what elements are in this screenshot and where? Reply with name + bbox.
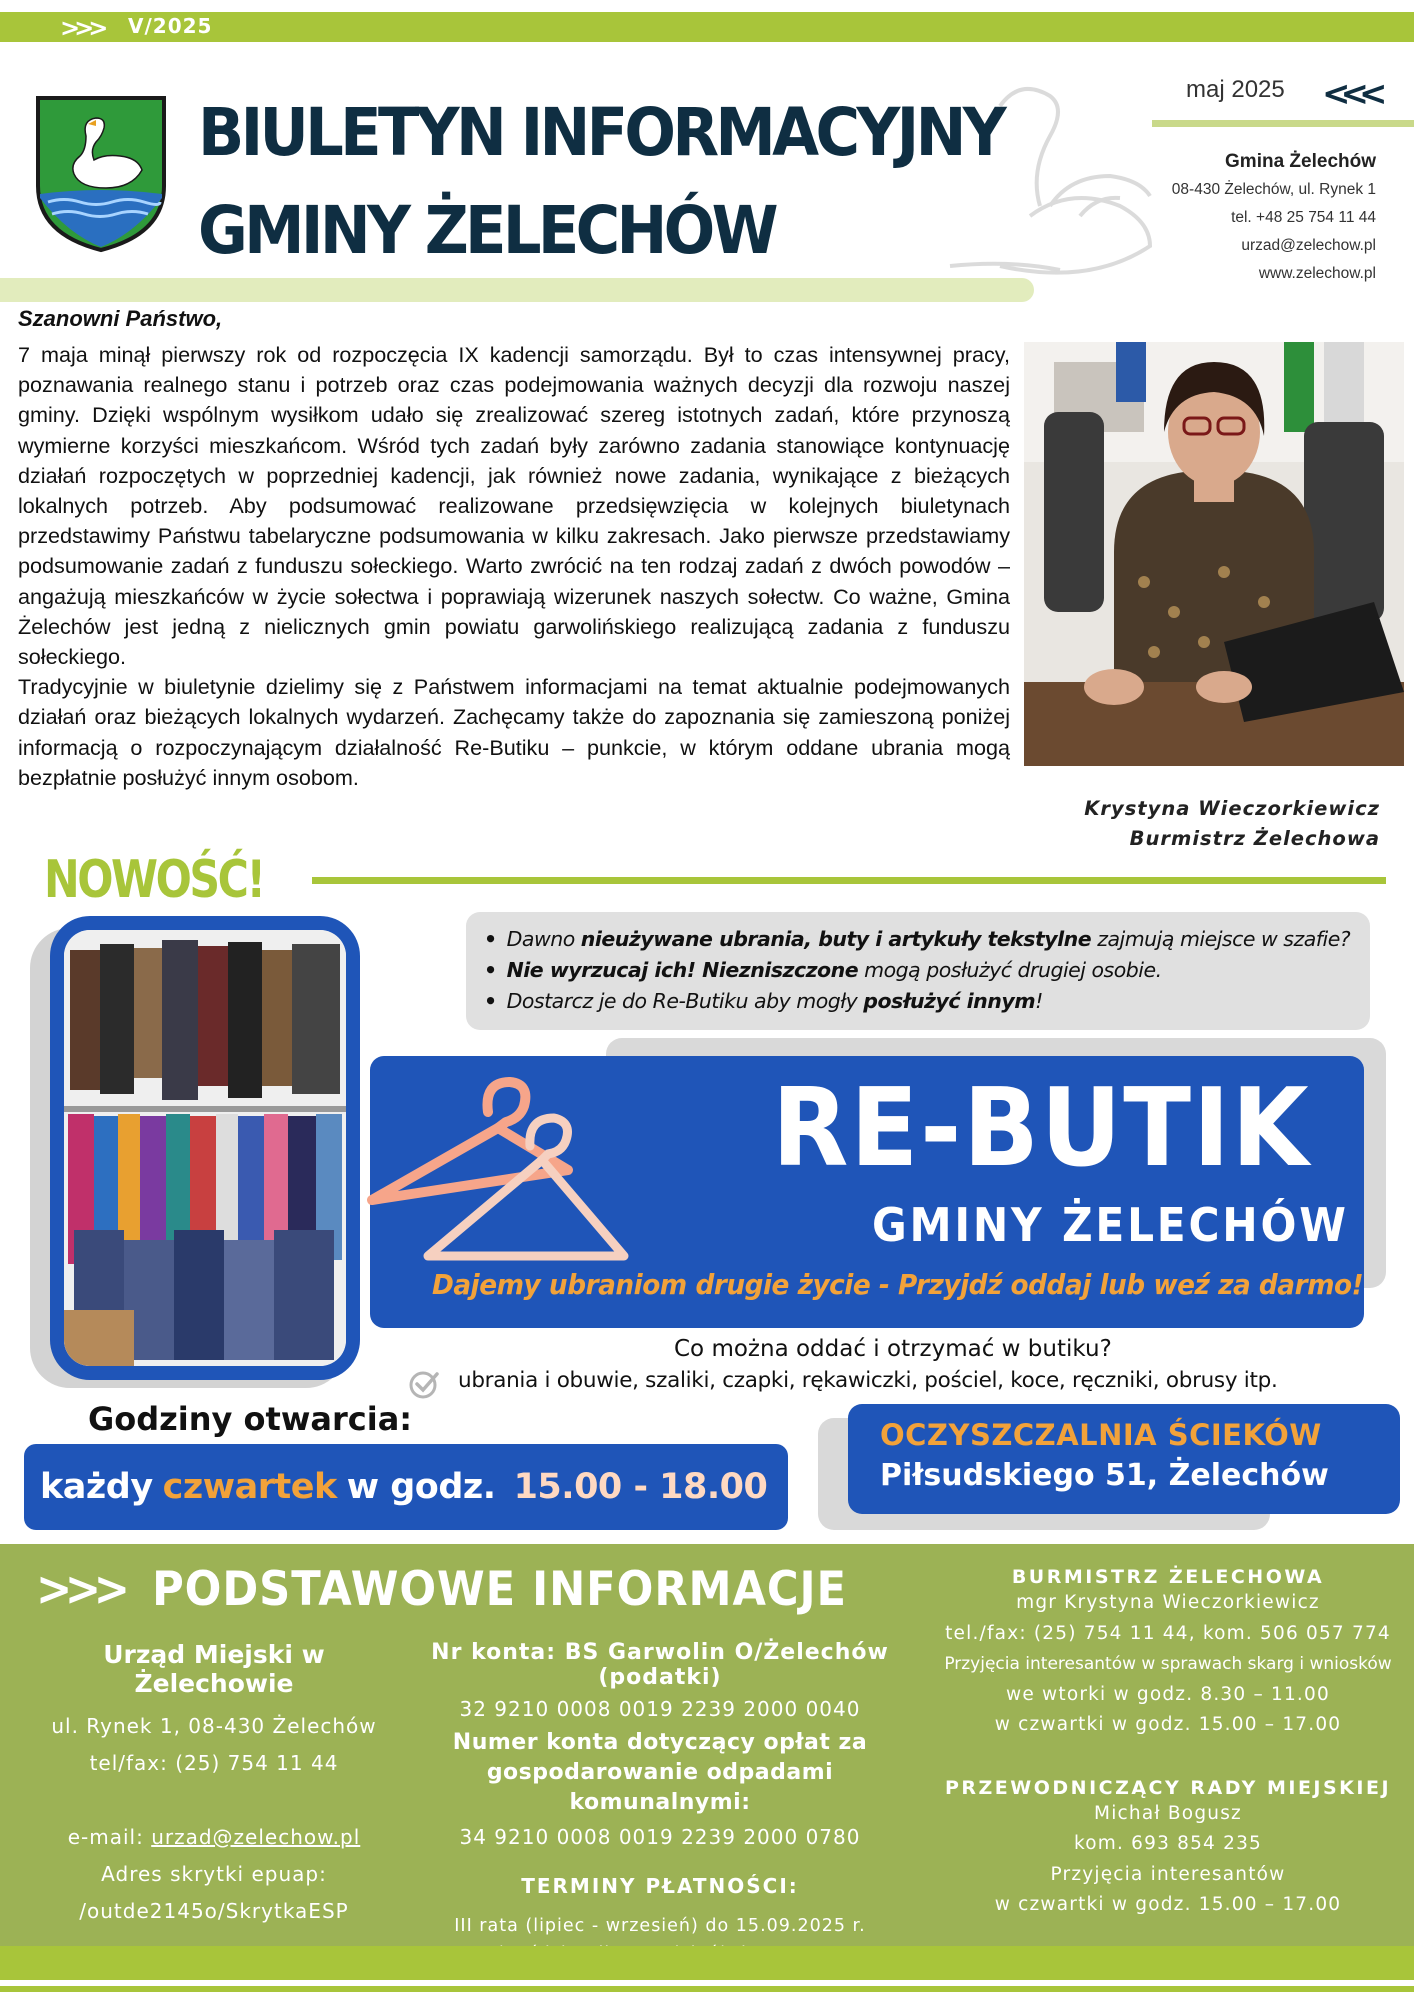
issue-number: V/2025 [128, 14, 213, 38]
mayor-hours: we wtorki w godz. 8.30 – 11.00 [1006, 1683, 1330, 1705]
header-band [0, 278, 1034, 302]
hours-box: każdy czwartek w godz. 15.00 - 18.00 [24, 1444, 788, 1530]
mayor-title: BURMISTRZ ŻELECHOWA [1011, 1566, 1325, 1588]
signature-role: Burmistrz Żelechowa [1129, 827, 1380, 850]
letter-paragraph: Tradycyjnie w biuletynie dzielimy się z Państwem informacjami na temat aktualnie podejmowanych działań oraz bieżących lokalnych wydarzeń. Zachęcamy także do zapoznania się zamieszoną poniżej informacją o rozpoczynającym działalność Re-Butiku – punkcie, w którym oddane ubrania mogą bezpłatnie posłużyć innym osobom. [18, 674, 1010, 790]
office-email: e-mail: urzad@zelechow.pl [67, 1825, 361, 1849]
clothes-photo-frame [50, 916, 360, 1380]
letter-body [18, 340, 1010, 793]
top-bar [0, 12, 1414, 42]
contact-name: Gmina Żelechów [1225, 151, 1376, 172]
mayor-phone: tel./fax: (25) 754 11 44, kom. 506 057 774 [945, 1622, 1391, 1644]
greeting: Szanowni Państwo, [18, 306, 223, 331]
contact-address: 08-430 Żelechów, ul. Rynek 1 [1171, 181, 1376, 198]
chevrons-right-icon: >>> [36, 1562, 123, 1617]
bank-info [400, 1640, 920, 1968]
waste-title: Numer konta dotyczący opłat za gospodarowanie odpadami komunalnymi: [452, 1730, 868, 1815]
rebutik-slogan: Dajemy ubraniom drugie życie - Przyjdź oddaj lub weź za darmo! [432, 1268, 1364, 1301]
rebutik-title: RE-BUTIK [772, 1066, 1311, 1191]
mayor-hours: w czwartki w godz. 15.00 – 17.00 [994, 1714, 1342, 1735]
divider [1152, 120, 1414, 127]
office-address: ul. Rynek 1, 08-430 Żelechów [51, 1714, 377, 1738]
items-question: Co można oddać i otrzymać w butiku? [674, 1336, 1112, 1362]
mayor-photo [1024, 342, 1404, 766]
signature-name: Krystyna Wieczorkiewicz [1084, 797, 1380, 820]
officials-info [928, 1562, 1408, 1921]
terms-title: TERMINY PŁATNOŚCI: [521, 1874, 799, 1898]
council-hours: w czwartki w godz. 15.00 – 17.00 [994, 1894, 1342, 1915]
bottom-bar [0, 1946, 1414, 1980]
list-item: • Dostarcz je do Re-Butiku aby mogły posłużyć innym! [484, 986, 1352, 1017]
office-phone: tel/fax: (25) 754 11 44 [89, 1751, 339, 1775]
council-hours-label: Przyjęcia interesantów [1050, 1863, 1286, 1885]
footer-heading: >>> PODSTAWOWE INFORMACJE [36, 1562, 847, 1617]
bottom-line [0, 1986, 1414, 1992]
office-title: Urząd Miejski w Żelechowie [103, 1640, 325, 1698]
epuap-label: Adres skrytki epuap: [101, 1862, 327, 1886]
divider [312, 877, 1386, 884]
council-name: Michał Bogusz [1094, 1802, 1242, 1824]
payment-terms: III rata (lipiec - wrzesień) do 15.09.2025 r. [454, 1916, 866, 1936]
letter-paragraph: 7 maja minął pierwszy rok od rozpoczęcia IX kadencji samorządu. Był to czas intensywnej pracy, poznawania realnego stanu i potrzeb oraz czas podejmowania ważnych decyzji dla rozwoju naszej gminy. Dzięki wspólnym wysiłkom udało się zrealizować szereg istotnych zadań, które przynoszą wymierne korzyści mieszkańcom. Wśród tych zadań były zarówno zadania stanowiące kontynuację działań rozpoczętych w poprzedniej kadencji, jak również nowe zadania, wynikające z bieżących lokalnych potrzeb. Aby podsumować realizowane przedsięwzięcia w kolejnych biuletynach przedstawimy Państwu tabelaryczne podsumowania w kilku zakresach. Jako pierwsze przedstawiamy podsumowanie zadań z funduszu sołeckiego. Warto zwrócić na ten rodzaj zadań z dwóch powodów – angażują mieszkańców w życie sołectwa i poprawiają wizerunek naszych sołectw. Co ważne, Gmina Żelechów jest jedną z nielicznych gmin powiatu garwolińskiego realizującą zadania z funduszu sołeckiego. [18, 342, 1010, 670]
council-title: PRZEWODNICZĄCY RADY MIEJSKIEJ [944, 1776, 1392, 1799]
location-box [848, 1404, 1400, 1514]
location-name: OCZYSZCZALNIA ŚCIEKÓW [880, 1418, 1322, 1452]
signature [1084, 794, 1380, 854]
rebutik-subtitle: GMINY ŻELECHÓW [872, 1198, 1349, 1252]
chevrons-left-icon: <<< [1322, 74, 1378, 114]
bank-title: Nr konta: BS Garwolin O/Żelechów (podatki) [431, 1640, 889, 1690]
gmina-crest-icon [34, 94, 168, 254]
contact-phone: tel. +48 25 754 11 44 [1231, 209, 1376, 226]
page-title: BIULETYN INFORMACYJNY GMINY ŻELECHÓW [198, 94, 1003, 269]
bank-account: 32 9210 0008 0019 2239 2000 0040 [459, 1697, 861, 1721]
office-info [36, 1640, 392, 1930]
mayor-hours-label: Przyjęcia interesantów w sprawach skarg i wniosków [944, 1654, 1392, 1674]
email-link[interactable]: urzad@zelechow.pl [151, 1825, 361, 1849]
info-bullets [466, 912, 1370, 1030]
contact-block [1172, 148, 1376, 288]
contact-email[interactable]: urzad@zelechow.pl [1241, 237, 1376, 254]
mayor-name: mgr Krystyna Wieczorkiewicz [1016, 1592, 1320, 1613]
council-phone: kom. 693 854 235 [1073, 1833, 1263, 1854]
list-item: • Nie wyrzucaj ich! Niezniszczone mogą posłużyć drugiej osobie. [484, 955, 1352, 986]
issue-date: maj 2025 [1186, 76, 1285, 103]
items-answer: ubrania i obuwie, szaliki, czapki, rękawiczki, pościel, koce, ręczniki, obrusy itp. [458, 1368, 1278, 1393]
clothes-photo [64, 930, 346, 1366]
chevrons-right-icon: >>> [60, 14, 103, 42]
contact-website[interactable]: www.zelechow.pl [1258, 265, 1376, 282]
news-label: NOWOŚĆ! [44, 850, 264, 910]
checkmark-icon [408, 1368, 440, 1400]
location-address: Piłsudskiego 51, Żelechów [880, 1458, 1329, 1493]
waste-account: 34 9210 0008 0019 2239 2000 0780 [459, 1825, 861, 1849]
hanger-icon [362, 1066, 662, 1272]
hours-label: Godziny otwarcia: [88, 1400, 413, 1438]
epuap-address: /outde2145o/SkrytkaESP [79, 1899, 349, 1923]
list-item: • Dawno nieużywane ubrania, buty i artykuły tekstylne zajmują miejsce w szafie? [484, 924, 1352, 955]
swan-watermark-icon [930, 66, 1160, 286]
